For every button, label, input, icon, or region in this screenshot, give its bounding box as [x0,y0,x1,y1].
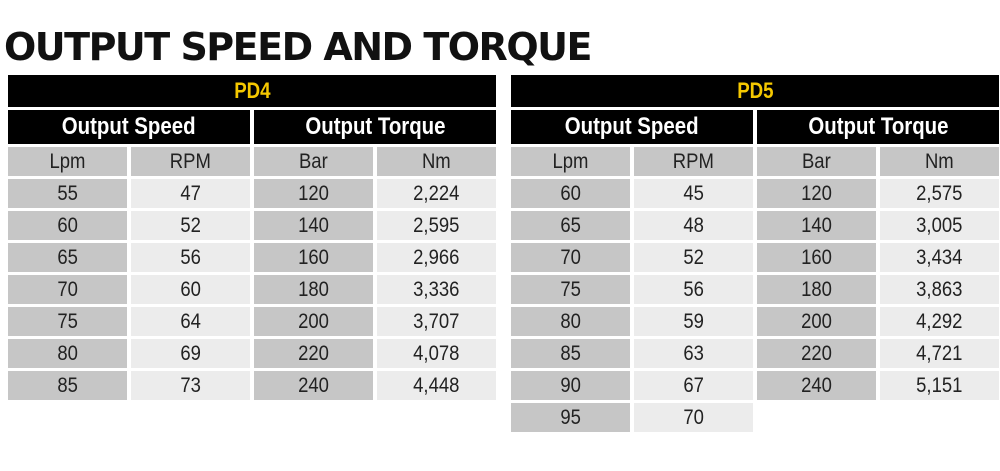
column-header-nm [377,147,496,176]
cell-rpm [634,275,753,304]
cell-value: 85 [560,341,581,365]
output-torque-header [757,110,999,144]
cell-rpm [131,275,250,304]
output-speed-header-label: Output Speed [62,113,196,140]
cell-value: 65 [560,213,581,237]
cell-value: 3,863 [916,277,963,301]
cell-bar [254,339,373,368]
cell-value: 95 [560,405,581,429]
output-speed-header [8,110,250,144]
cell-lpm [8,275,127,304]
cell-value: 220 [298,341,329,365]
cell-rpm [634,211,753,240]
cell-lpm [511,275,630,304]
cell-bar [757,211,876,240]
cell-value: 2,224 [413,181,460,205]
cell-rpm [634,403,753,432]
table-row [511,211,999,240]
cell-bar [757,307,876,336]
column-header-text: RPM [169,149,212,173]
cell-rpm [131,243,250,272]
cell-value: 55 [57,181,78,205]
cell-rpm [634,243,753,272]
model-name: PD5 [736,78,774,103]
cell-value: 140 [298,213,329,237]
model-header [8,75,496,107]
cell-lpm [8,339,127,368]
column-header-lpm [8,147,127,176]
table-row [8,339,496,368]
cell-lpm [511,371,630,400]
cell-value: 69 [180,341,201,365]
cell-rpm [634,371,753,400]
cell-value: 140 [801,213,832,237]
cell-lpm [8,211,127,240]
cell-value: 70 [560,245,581,269]
cell-value: 160 [801,245,832,269]
table-row [8,371,496,400]
cell-value: 3,434 [916,245,963,269]
column-header-nm [880,147,999,176]
cell-nm [880,275,999,304]
cell-lpm [8,371,127,400]
cell-nm [880,371,999,400]
table-row [511,243,999,272]
cell-value: 2,595 [413,213,460,237]
cell-value: 160 [298,245,329,269]
cell-value: 56 [180,245,201,269]
cell-value: 120 [298,181,329,205]
cell-nm [880,179,999,208]
cell-lpm [8,179,127,208]
cell-value: 60 [560,181,581,205]
cell-bar [254,243,373,272]
table-row [511,371,999,400]
column-header-text: Lpm [552,149,589,173]
cell-value: 4,292 [916,309,963,333]
cell-rpm [634,339,753,368]
cell-nm [880,211,999,240]
cell-value: 2,575 [916,181,963,205]
column-header-row [511,147,999,176]
column-header-text: Nm [925,149,954,173]
cell-lpm [511,403,630,432]
table-row [511,403,999,432]
cell-value: 67 [683,373,704,397]
cell-nm [377,243,496,272]
table-row [8,211,496,240]
cell-value: 3,336 [413,277,460,301]
column-header-rpm [634,147,753,176]
cell-rpm [634,179,753,208]
cell-value: 200 [801,309,832,333]
cell-nm [377,211,496,240]
cell-value: 80 [57,341,78,365]
cell-nm [880,243,999,272]
column-header-row [8,147,496,176]
cell-value: 56 [683,277,704,301]
table-row [511,307,999,336]
column-header-rpm [131,147,250,176]
cell-value: 80 [560,309,581,333]
cell-value: 90 [560,373,581,397]
table-row [511,275,999,304]
cell-value: 220 [801,341,832,365]
column-header-text: Bar [299,149,328,173]
cell-lpm [511,243,630,272]
cell-bar [254,307,373,336]
cell-lpm [8,307,127,336]
output-speed-header [511,110,753,144]
cell-rpm [131,339,250,368]
column-header-text: Lpm [49,149,86,173]
cell-lpm [511,211,630,240]
cell-lpm [511,339,630,368]
model-header [511,75,999,107]
cell-bar [254,371,373,400]
cell-value: 4,448 [413,373,460,397]
table-row [8,275,496,304]
cell-value: 73 [180,373,201,397]
table-row [8,243,496,272]
column-header-text: Nm [422,149,451,173]
cell-value: 45 [683,181,704,205]
cell-bar [254,275,373,304]
cell-value: 180 [298,277,329,301]
cell-value: 48 [683,213,704,237]
cell-value: 60 [57,213,78,237]
cell-value: 70 [57,277,78,301]
cell-nm [377,339,496,368]
cell-rpm [131,371,250,400]
output-torque-header-label: Output Torque [304,113,446,140]
cell-rpm [131,179,250,208]
cell-value: 52 [180,213,201,237]
cell-bar [757,339,876,368]
cell-bar [757,275,876,304]
table-row [8,179,496,208]
cell-value: 120 [801,181,832,205]
cell-value: 2,966 [413,245,460,269]
column-header-bar [254,147,373,176]
cell-value: 75 [560,277,581,301]
cell-value: 5,151 [916,373,963,397]
table-row [511,179,999,208]
column-header-text: RPM [672,149,715,173]
cell-value: 75 [57,309,78,333]
cell-bar [254,211,373,240]
cell-value: 47 [180,181,201,205]
output-torque-header-label: Output Torque [807,113,949,140]
cell-nm [377,275,496,304]
cell-lpm [511,307,630,336]
cell-rpm [634,307,753,336]
cell-bar [757,243,876,272]
cell-value: 52 [683,245,704,269]
page-title: OUTPUT SPEED AND TORQUE [4,25,591,69]
cell-nm [880,307,999,336]
cell-value: 59 [683,309,704,333]
cell-bar [757,371,876,400]
cell-bar [254,179,373,208]
cell-value: 200 [298,309,329,333]
cell-value: 85 [57,373,78,397]
model-name: PD4 [233,78,271,103]
column-header-lpm [511,147,630,176]
cell-nm [880,339,999,368]
cell-lpm [8,243,127,272]
cell-value: 64 [180,309,201,333]
cell-value: 180 [801,277,832,301]
cell-nm [377,307,496,336]
cell-rpm [131,211,250,240]
cell-bar [757,179,876,208]
cell-value: 4,721 [916,341,963,365]
product-table-pd4 [8,75,496,400]
table-row [511,339,999,368]
cell-nm [377,179,496,208]
cell-rpm [131,307,250,336]
cell-value: 240 [801,373,832,397]
cell-value: 4,078 [413,341,460,365]
cell-value: 3,707 [413,309,460,333]
cell-value: 70 [683,405,704,429]
table-row [8,307,496,336]
cell-value: 3,005 [916,213,963,237]
cell-nm [377,371,496,400]
column-header-bar [757,147,876,176]
output-torque-header [254,110,496,144]
output-speed-header-label: Output Speed [565,113,699,140]
column-header-text: Bar [802,149,831,173]
product-table-pd5 [511,75,999,432]
cell-value: 60 [180,277,201,301]
cell-value: 65 [57,245,78,269]
cell-value: 240 [298,373,329,397]
cell-value: 63 [683,341,704,365]
cell-lpm [511,179,630,208]
